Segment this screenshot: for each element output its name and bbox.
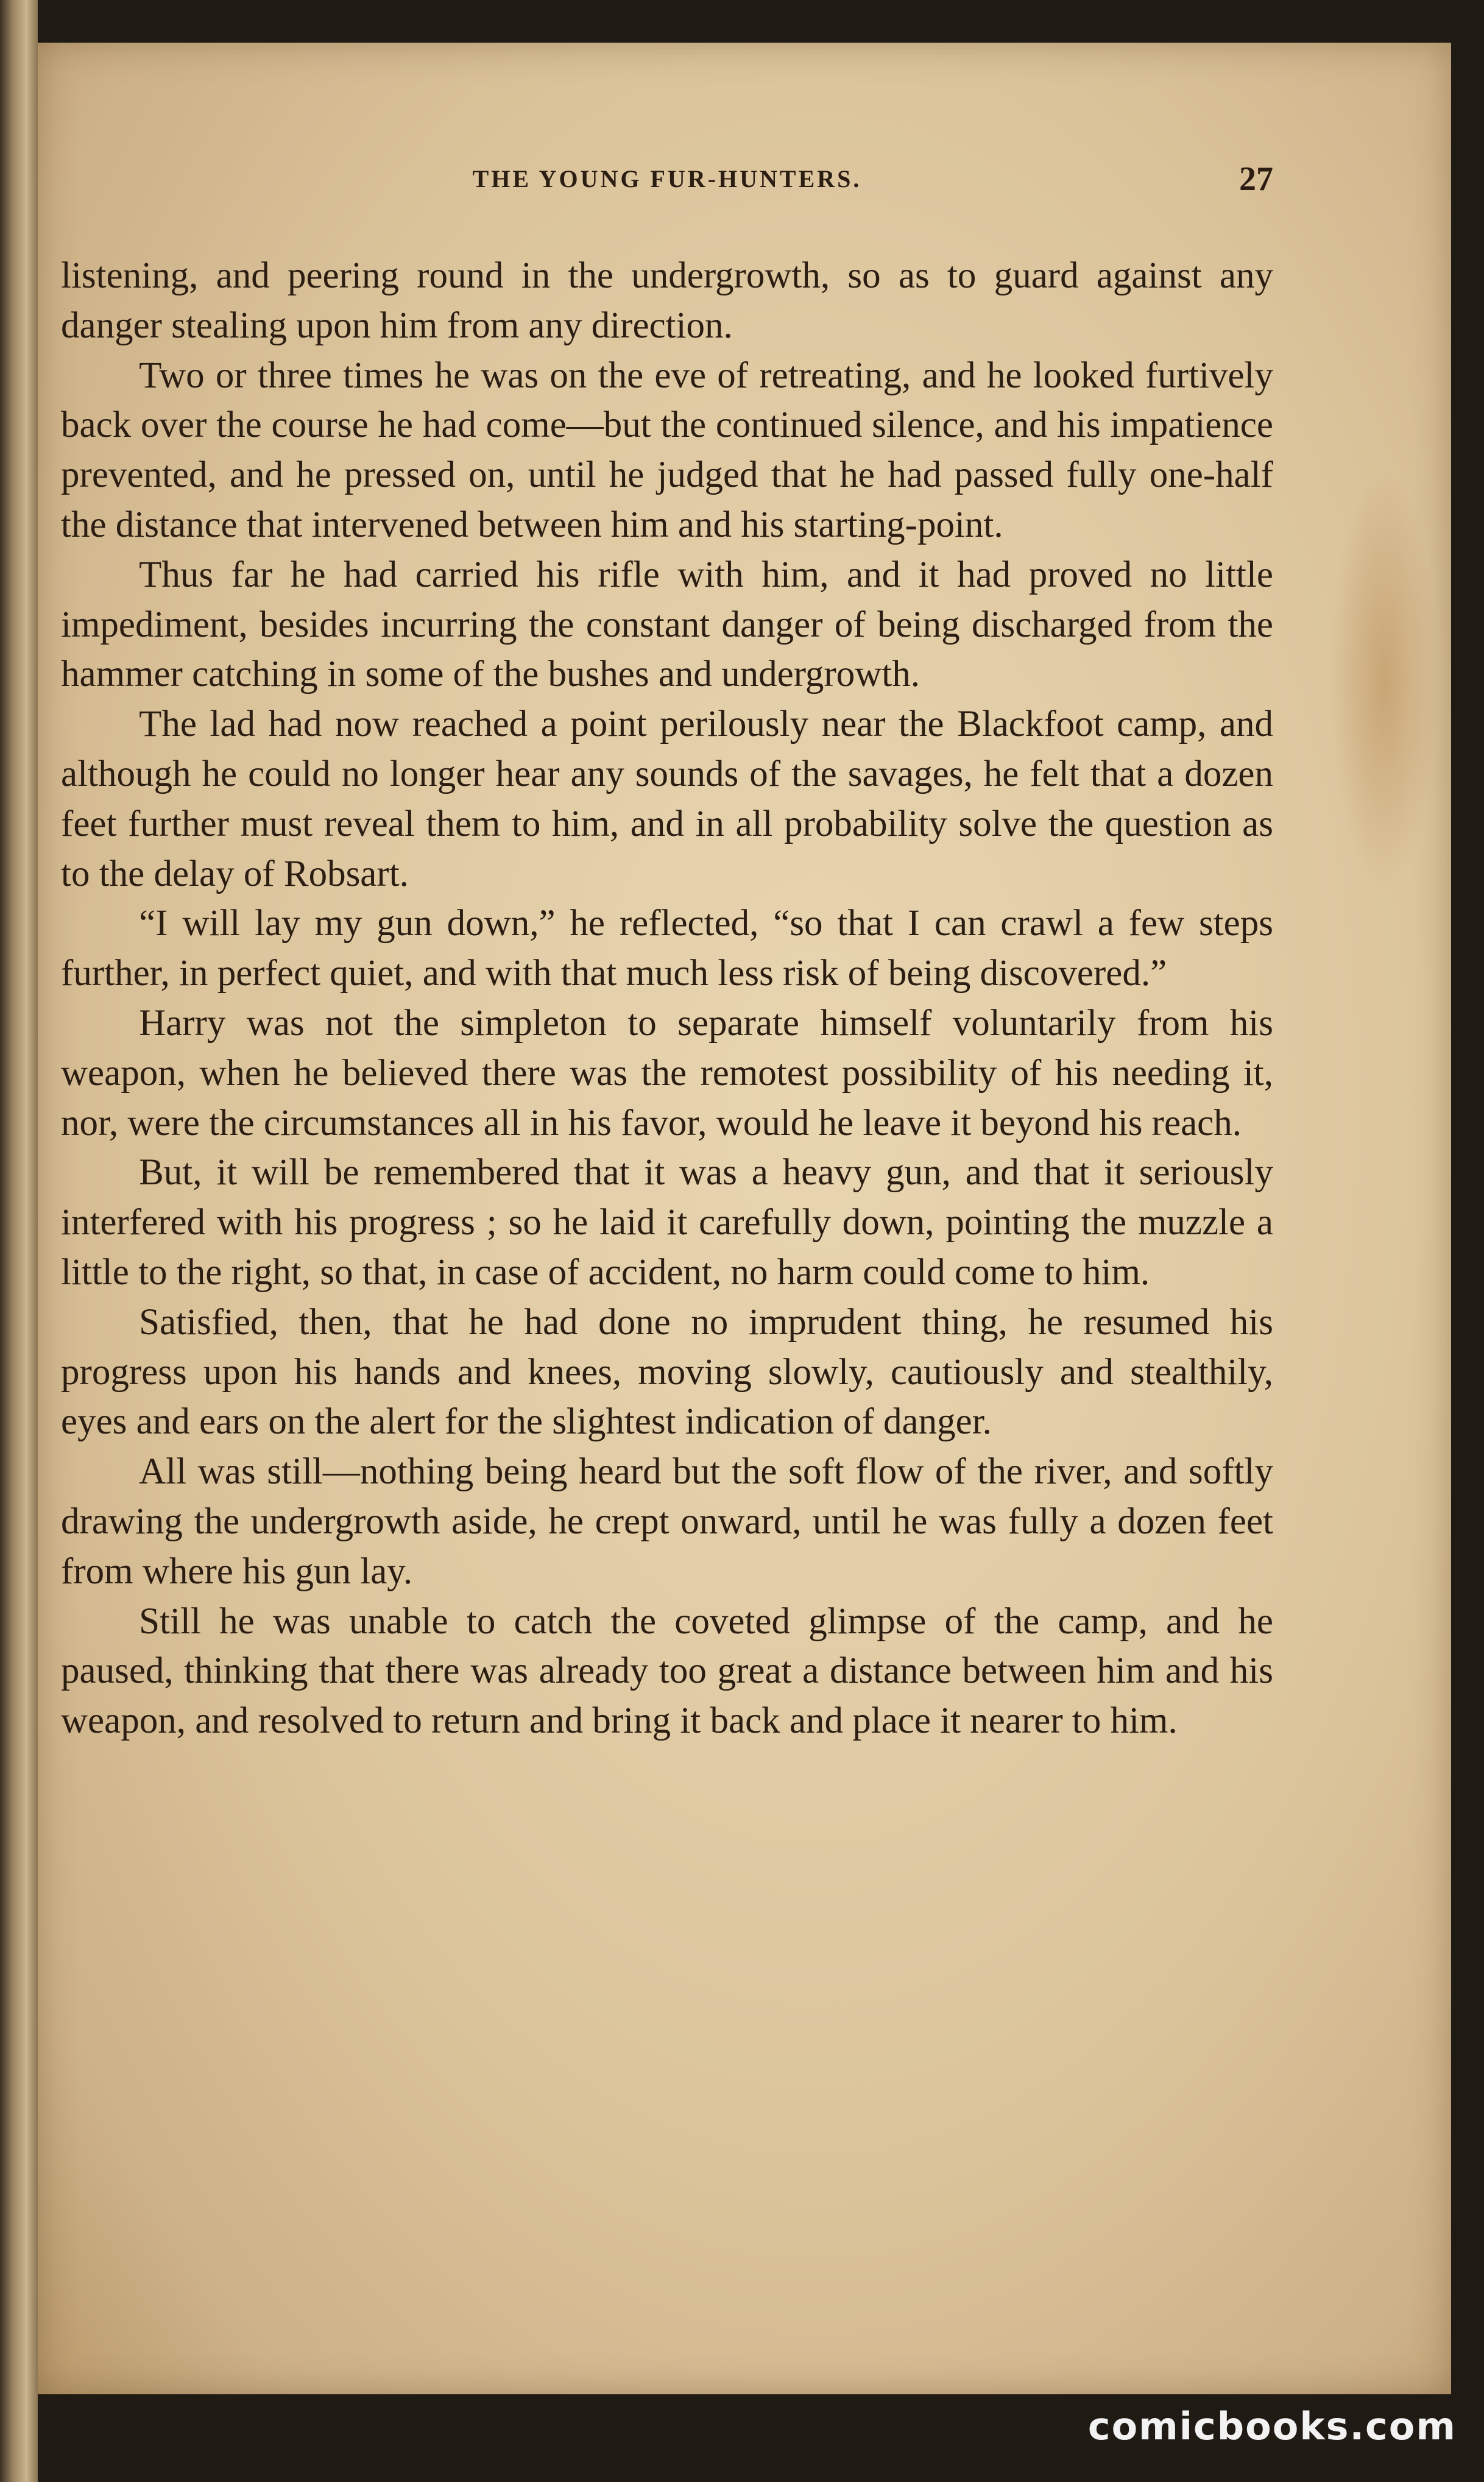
paragraph: listening, and peering round in the undergrowth, so as to guard against any danger stealing upon him from any direction. (61, 255, 1273, 346)
paragraph: “I will lay my gun down,” he reflected, “so that I can crawl a few steps further, in perfect quiet, and with that much less risk of being discovered.” (61, 903, 1273, 994)
paragraph: But, it will be remembered that it was a heavy gun, and that it seriously interfered with his progress ; so he laid it carefully down, pointing the muzzle a little to the right, so that, in case of accident, no harm could come to him. (61, 1152, 1273, 1293)
site-watermark: comicbooks.com (1087, 2404, 1457, 2448)
paragraph: Two or three times he was on the eve of retreating, and he looked furtively back over the course he had come—but the continued silence, and his impatience prevented, and he pressed on, until he judged that he had passed fully one-half the distance that intervened between him and his starting-point. (61, 355, 1273, 545)
running-title: THE YOUNG FUR-HUNTERS. (472, 165, 862, 193)
paragraph: All was still—nothing being heard but the soft flow of the river, and softly drawing the undergrowth aside, he crept onward, until he was fully a dozen feet from where his gun lay. (61, 1451, 1273, 1592)
paragraph: Harry was not the simpleton to separate himself voluntarily from his weapon, when he believed there was the remotest possibility of his needing it, nor, were the circumstances all in his favor, would he leave it beyond his reach. (61, 1002, 1273, 1144)
facing-page-edge (0, 0, 38, 2482)
running-head (61, 160, 1273, 201)
paragraph: Satisfied, then, that he had done no imprudent thing, he resumed his progress upon his hands and knees, moving slowly, cautiously and stealthily, eyes and ears on the alert for the slightest indication of danger. (61, 1301, 1273, 1443)
paragraph: Still he was unable to catch the coveted glimpse of the camp, and he paused, thinking that there was already too great a distance between him and his weapon, and resolved to return and bring it back and place it nearer to him. (61, 1600, 1273, 1742)
body-text (61, 251, 1273, 1746)
page-number: 27 (1239, 160, 1273, 198)
paragraph: Thus far he had carried his rifle with him, and it had proved no little impediment, besides incurring the constant danger of being discharged from the hammer catching in some of the bushes and undergrowth. (61, 554, 1273, 695)
paper-stain (1329, 469, 1439, 896)
paragraph: The lad had now reached a point perilously near the Blackfoot camp, and although he could no longer hear any sounds of the savages, he felt that a dozen feet further must reveal them to him, and in all probability solve the question as to the delay of Robsart. (61, 704, 1273, 894)
